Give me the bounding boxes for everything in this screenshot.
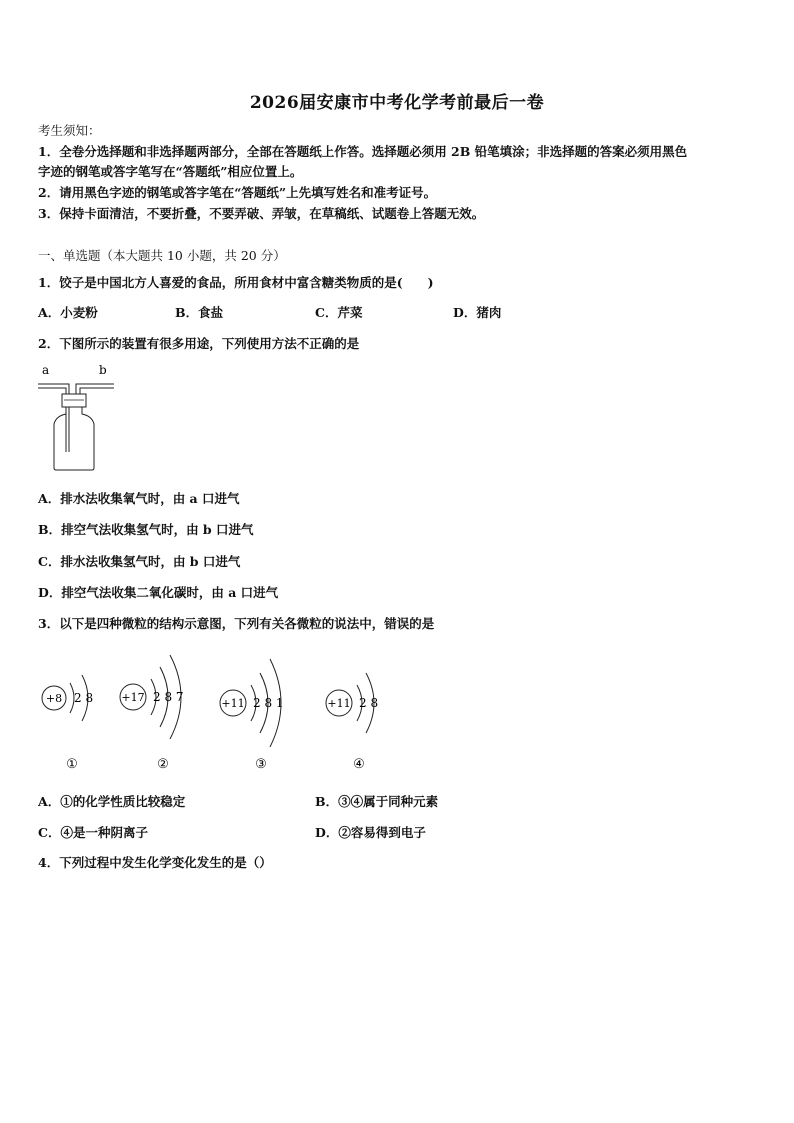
particle-3-nucleus: +11 bbox=[221, 697, 245, 710]
particle-structure-diagrams bbox=[30, 645, 400, 780]
gas-bottle-diagram bbox=[36, 360, 120, 475]
q3-option-c: C．④是一种阴离子 bbox=[38, 825, 148, 840]
q2-option-a: A．排水法收集氧气时，由 a 口进气 bbox=[38, 491, 240, 506]
particle-3-electrons: 2 8 1 bbox=[253, 696, 284, 710]
question-4-stem: 4．下列过程中发生化学变化发生的是（） bbox=[38, 855, 272, 870]
q3-option-d: D．②容易得到电子 bbox=[315, 825, 426, 840]
label-a: a bbox=[42, 363, 50, 377]
particle-1-label: ① bbox=[66, 757, 78, 772]
section-heading: 一、单选题（本大题共 10 小题，共 20 分） bbox=[38, 248, 286, 263]
page-title: 2026届安康市中考化学考前最后一卷 bbox=[249, 93, 545, 113]
question-2-stem: 2．下图所示的装置有很多用途，下列使用方法不正确的是 bbox=[38, 336, 360, 351]
notice-item: 2．请用黑色字迹的钢笔或答字笔在“答题纸”上先填写姓名和准考证号。 bbox=[38, 185, 437, 200]
q3-option-a: A．①的化学性质比较稳定 bbox=[38, 794, 186, 809]
q2-option-b: B．排空气法收集氢气时，由 b 口进气 bbox=[38, 522, 254, 537]
particle-2-nucleus: +17 bbox=[121, 691, 145, 704]
question-1-stem: 1．饺子是中国北方人喜爱的食品，所用食材中富含糖类物质的是( ) bbox=[38, 275, 434, 290]
particle-4-nucleus: +11 bbox=[327, 697, 351, 710]
notice-item: 3．保持卡面清洁，不要折叠，不要弄破、弄皱，在草稿纸、试题卷上答题无效。 bbox=[38, 206, 485, 221]
particle-4-electrons: 2 8 bbox=[359, 696, 379, 710]
q2-option-d: D．排空气法收集二氧化碳时，由 a 口进气 bbox=[38, 585, 279, 600]
particle-2-electrons: 2 8 7 bbox=[153, 690, 184, 704]
particle-1-electrons: 2 8 bbox=[74, 691, 94, 705]
q1-option-d: D．猪肉 bbox=[453, 305, 502, 320]
q1-option-a: A．小麦粉 bbox=[38, 305, 98, 320]
q1-option-b: B．食盐 bbox=[175, 305, 224, 320]
q3-option-b: B．③④属于同种元素 bbox=[315, 794, 439, 809]
notice-heading: 考生须知： bbox=[38, 123, 101, 138]
particle-4-label: ④ bbox=[353, 757, 365, 772]
particle-3 bbox=[220, 659, 284, 772]
particle-3-label: ③ bbox=[255, 757, 267, 772]
particle-1 bbox=[42, 675, 93, 772]
particle-4 bbox=[326, 673, 378, 772]
particle-2-label: ② bbox=[157, 757, 169, 772]
notice-item: 1．全卷分选择题和非选择题两部分，全部在答题纸上作答。选择题必须用 2B 铅笔填涂；非选择题的答案必须用黑色 bbox=[38, 144, 688, 159]
label-b: b bbox=[99, 363, 107, 377]
particle-2 bbox=[120, 655, 184, 772]
particle-1-nucleus: +8 bbox=[45, 692, 63, 705]
q1-option-c: C．芹菜 bbox=[315, 305, 363, 320]
notice-item: 字迹的钢笔或答字笔写在“答题纸”相应位置上。 bbox=[38, 164, 303, 179]
q2-option-c: C．排水法收集氢气时，由 b 口进气 bbox=[38, 554, 241, 569]
question-3-stem: 3．以下是四种微粒的结构示意图，下列有关各微粒的说法中，错误的是 bbox=[38, 616, 435, 631]
